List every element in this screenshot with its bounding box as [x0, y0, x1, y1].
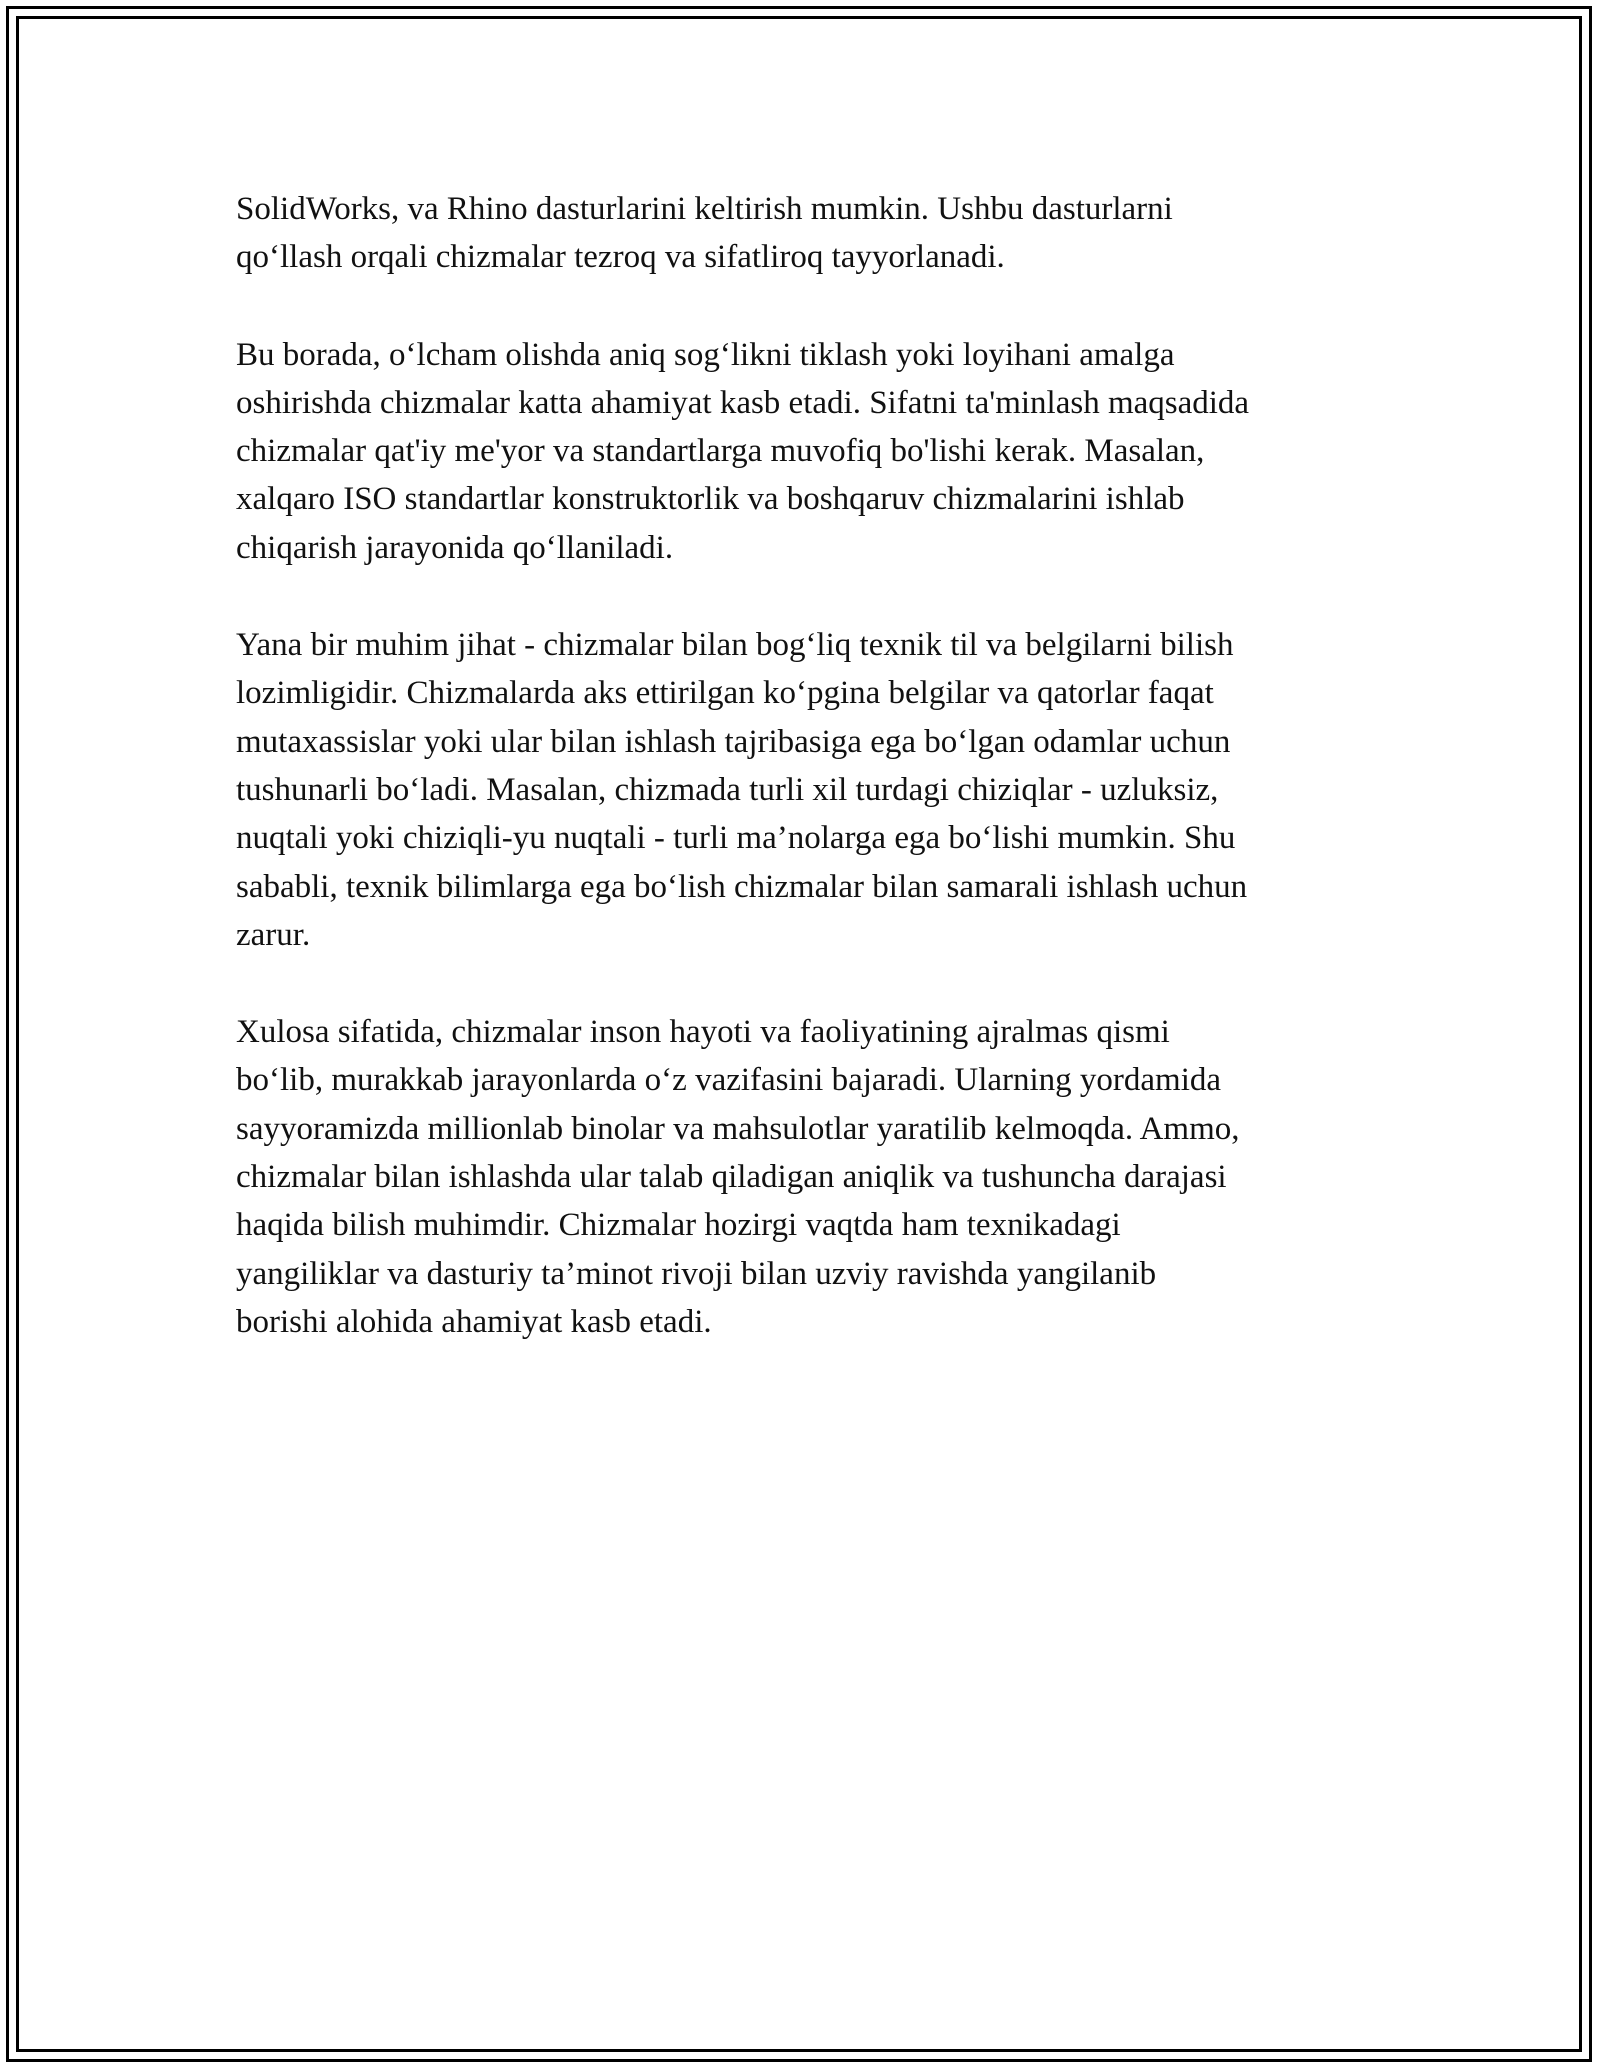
paragraph-3	[236, 621, 1376, 959]
paragraph-2	[236, 331, 1376, 572]
text-line: qo‘llash orqali chizmalar tezroq va sifatliroq tayyorlanadi.	[236, 239, 1005, 276]
text-line: yangiliklar va dasturiy ta’minot rivoji bilan uzviy ravishda yangilanib	[236, 1255, 1157, 1292]
text-line: borishi alohida ahamiyat kasb etadi.	[236, 1303, 712, 1340]
text-line: tushunarli bo‘ladi. Masalan, chizmada turli xil turdagi chiziqlar - uzluksiz,	[236, 771, 1219, 808]
text-line: nuqtali yoki chiziqli-yu nuqtali - turli ma’nolarga ega bo‘lishi mumkin. Shu	[236, 820, 1236, 857]
text-line: Yana bir muhim jihat - chizmalar bilan bog‘liq texnik til va belgilarni bilish	[236, 627, 1234, 664]
text-line: zarur.	[236, 916, 311, 953]
text-line: chizmalar bilan ishlashda ular talab qiladigan aniqlik va tushuncha darajasi	[236, 1159, 1227, 1196]
text-line: lozimligidir. Chizmalarda aks ettirilgan ko‘pgina belgilar va qatorlar faqat	[236, 675, 1214, 712]
text-line: Bu borada, o‘lcham olishda aniq sog‘likni tiklash yoki loyihani amalga	[236, 336, 1175, 373]
text-line: chizmalar qat'iy me'yor va standartlarga muvofiq bo'lishi kerak. Masalan,	[236, 433, 1205, 470]
text-line: sababli, texnik bilimlarga ega bo‘lish chizmalar bilan samarali ishlash uchun	[236, 868, 1248, 905]
text-line: oshirishda chizmalar katta ahamiyat kasb etadi. Sifatni ta'minlash maqsadida	[236, 384, 1250, 421]
document-body	[236, 185, 1376, 1395]
text-line: mutaxassislar yoki ular bilan ishlash tajribasiga ega bo‘lgan odamlar uchun	[236, 723, 1231, 760]
paragraph-4	[236, 1008, 1376, 1346]
text-line: haqida bilish muhimdir. Chizmalar hozirgi vaqtda ham texnikadagi	[236, 1207, 1121, 1244]
text-line: bo‘lib, murakkab jarayonlarda o‘z vazifasini bajaradi. Ularning yordamida	[236, 1062, 1222, 1099]
text-line: Xulosa sifatida, chizmalar inson hayoti va faoliyatining ajralmas qismi	[236, 1014, 1170, 1051]
text-line: chiqarish jarayonida qo‘llaniladi.	[236, 529, 674, 566]
text-line: xalqaro ISO standartlar konstruktorlik va boshqaruv chizmalarini ishlab	[236, 481, 1185, 518]
paragraph-1	[236, 185, 1376, 282]
text-line: sayyoramizda millionlab binolar va mahsulotlar yaratilib kelmoqda. Ammo,	[236, 1110, 1240, 1147]
text-line: SolidWorks, va Rhino dasturlarini keltirish mumkin. Ushbu dasturlarni	[236, 191, 1173, 227]
